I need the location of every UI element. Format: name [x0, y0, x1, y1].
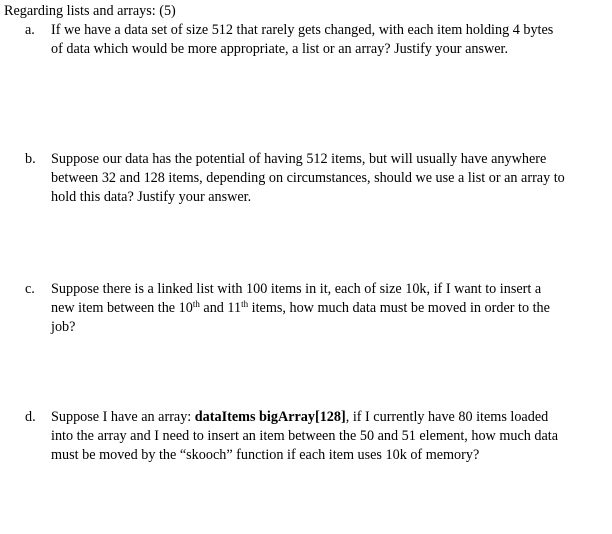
- ordinal-superscript: th: [192, 299, 200, 309]
- item-text-part: Suppose there is a linked list with 100 items in it, each of size 10k, if I want to insert a new item between the 10: [51, 281, 542, 316]
- item-text: If we have a data set of size 512 that rarely gets changed, with each item holding 4 bytes of data which would be more appropriate, a list or an array? Justify your answer.: [51, 22, 554, 57]
- item-text: Suppose our data has the potential of having 512 items, but will usually have anywhere between 32 and 128 items, depending on circumstances, should we use a list or an array to hold this data? Justify your answer.: [51, 151, 565, 205]
- question-item-b: [25, 150, 565, 207]
- question-item-a: [25, 21, 565, 59]
- item-text-part: items, how much data must be moved in order to the job?: [51, 300, 550, 335]
- item-text: [51, 408, 565, 465]
- question-item-c: [25, 280, 565, 337]
- ordinal-superscript: th: [241, 299, 249, 309]
- item-text-part: and 11: [199, 300, 242, 316]
- item-marker: a.: [25, 22, 35, 38]
- item-text-part: Suppose I have an array:: [51, 409, 195, 425]
- question-item-d: [25, 408, 565, 465]
- item-text-part: , if I currently have 80 items loaded into the array and I need to insert an item between the 50 and 51 element, how much data must be moved by the “skooch” function if each item uses 10k of memory?: [51, 409, 559, 463]
- question-heading: Regarding lists and arrays: (5): [4, 3, 176, 19]
- item-marker: b.: [25, 151, 36, 167]
- item-marker: c.: [25, 281, 35, 297]
- item-marker: d.: [25, 409, 36, 425]
- item-text: [51, 280, 565, 337]
- code-declaration: dataItems bigArray[128]: [194, 409, 346, 425]
